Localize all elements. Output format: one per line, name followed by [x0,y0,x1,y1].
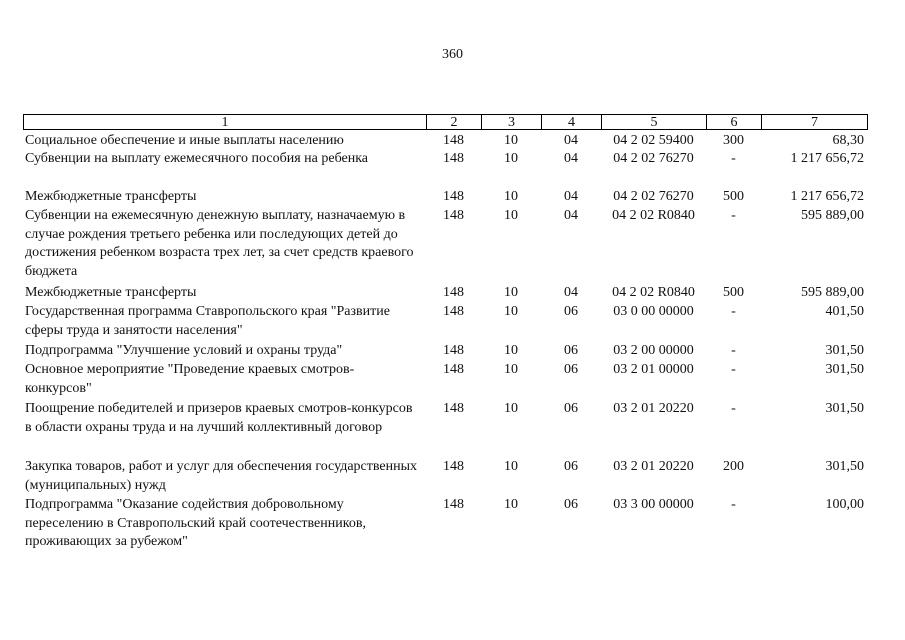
row-col-7: 595 889,00 [801,285,864,300]
row-col-5: 04 2 02 R0840 [612,285,695,300]
row-col-3: 10 [504,343,518,358]
row-col-3: 10 [504,459,518,474]
row-col-4: 04 [564,133,578,148]
header-col-2: 2 [427,115,482,129]
row-name: Субвенции на ежемесячную денежную выплату, назначаемую в случае рождения третьего ребенка или последующих детей до достижения ребенком возраста трех лет, за счет средств краевого бюджета [25,208,414,279]
row-col-6: 200 [723,459,744,474]
row-col-6: 500 [723,189,744,204]
row-col-4: 04 [564,151,578,166]
header-col-4: 4 [542,115,602,129]
row-name: Государственная программа Ставропольского края "Развитие сферы труда и занятости населения" [25,304,390,338]
row-col-7: 1 217 656,72 [790,151,864,166]
row-name: Поощрение победителей и призеров краевых смотров-конкурсов в области охраны труда и на лучший коллективный договор [25,401,413,435]
row-col-4: 06 [564,362,578,377]
row-col-2: 148 [443,497,464,512]
row-name: Подпрограмма "Улучшение условий и охраны труда" [25,343,343,358]
row-col-3: 10 [504,151,518,166]
row-col-7: 301,50 [825,343,864,358]
row-col-2: 148 [443,459,464,474]
row-col-5: 03 2 00 00000 [613,343,694,358]
row-col-6: - [731,343,736,358]
row-col-3: 10 [504,189,518,204]
header-col-1: 1 [24,115,427,129]
row-col-2: 148 [443,133,464,148]
row-col-5: 04 2 02 R0840 [612,208,695,223]
header-col-3: 3 [482,115,542,129]
row-col-2: 148 [443,304,464,319]
row-name: Социальное обеспечение и иные выплаты населению [25,133,344,148]
row-col-7: 301,50 [825,401,864,416]
row-name: Подпрограмма "Оказание содействия добровольному переселению в Ставропольский край соотечественников, проживающих за рубежом" [25,497,366,549]
row-col-2: 148 [443,151,464,166]
row-col-3: 10 [504,208,518,223]
row-col-5: 04 2 02 76270 [613,151,694,166]
row-col-4: 04 [564,285,578,300]
row-col-6: - [731,304,736,319]
row-col-7: 100,00 [825,497,864,512]
row-col-6: - [731,362,736,377]
row-col-4: 04 [564,208,578,223]
row-col-5: 03 0 00 00000 [613,304,694,319]
table-header [23,114,868,130]
header-col-7: 7 [811,115,818,130]
row-name: Основное мероприятие "Проведение краевых смотров-конкурсов" [25,362,355,396]
row-col-7: 1 217 656,72 [790,189,864,204]
row-col-4: 06 [564,343,578,358]
row-col-7: 68,30 [832,133,864,148]
row-col-4: 06 [564,497,578,512]
row-col-3: 10 [504,133,518,148]
row-col-5: 03 2 01 00000 [613,362,694,377]
row-col-4: 06 [564,459,578,474]
row-col-7: 401,50 [825,304,864,319]
row-name: Закупка товаров, работ и услуг для обеспечения государственных (муниципальных) нужд [25,459,418,493]
row-col-2: 148 [443,362,464,377]
row-col-5: 03 3 00 00000 [613,497,694,512]
page-number: 360 [442,47,463,62]
row-col-3: 10 [504,304,518,319]
row-col-2: 148 [443,401,464,416]
row-col-6: 300 [723,133,744,148]
row-col-6: - [731,401,736,416]
row-col-2: 148 [443,343,464,358]
row-col-6: - [731,151,736,166]
row-col-3: 10 [504,497,518,512]
row-col-6: - [731,497,736,512]
header-col-6: 6 [707,115,762,129]
row-col-4: 06 [564,401,578,416]
row-col-6: 500 [723,285,744,300]
row-col-4: 04 [564,189,578,204]
row-col-3: 10 [504,401,518,416]
header-col-5: 5 [602,115,707,129]
row-col-2: 148 [443,285,464,300]
row-col-7: 301,50 [825,362,864,377]
row-name: Межбюджетные трансферты [25,285,197,300]
row-name: Межбюджетные трансферты [25,189,197,204]
row-col-6: - [731,208,736,223]
row-col-3: 10 [504,285,518,300]
row-col-2: 148 [443,189,464,204]
row-col-5: 04 2 02 59400 [613,133,694,148]
row-col-3: 10 [504,362,518,377]
row-col-4: 06 [564,304,578,319]
row-name: Субвенции на выплату ежемесячного пособия на ребенка [25,151,369,166]
row-col-7: 595 889,00 [801,208,864,223]
row-col-5: 03 2 01 20220 [613,401,694,416]
row-col-5: 04 2 02 76270 [613,189,694,204]
row-col-2: 148 [443,208,464,223]
row-col-5: 03 2 01 20220 [613,459,694,474]
row-col-7: 301,50 [825,459,864,474]
